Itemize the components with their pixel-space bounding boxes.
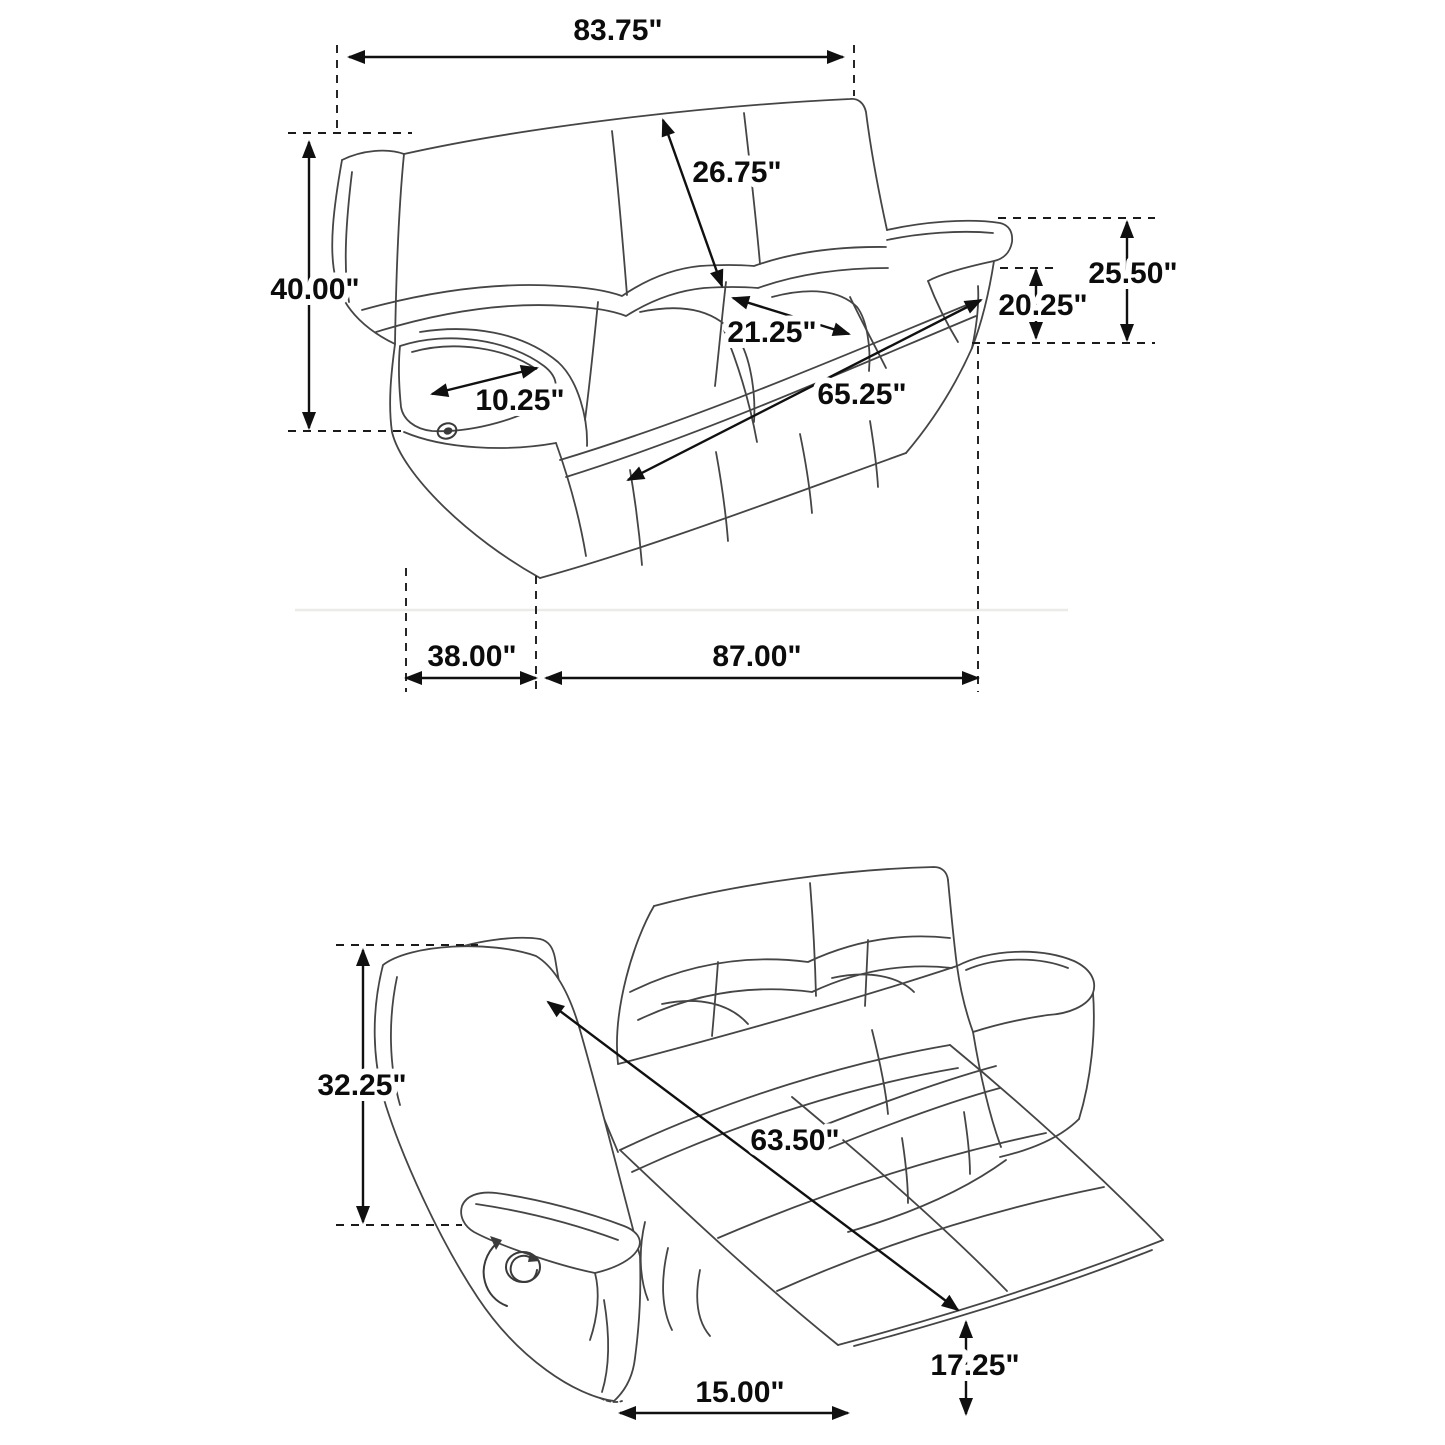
dim-label-base-depth: 38.00" [427,640,517,673]
dim-label-overall-height: 40.00" [270,273,360,306]
dim-label-footrest-extension: 15.00" [695,1376,785,1409]
dim-label-arm-height: 25.50" [1088,257,1178,290]
dim-label-reclined-diagonal: 63.50" [750,1124,840,1157]
dim-label-footrest-height: 17.25" [930,1349,1020,1382]
bottom-diagram [317,867,1163,1414]
dim-label-base-width: 87.00" [712,640,802,673]
sofa-upright-drawing [332,99,1012,578]
dim-label-seat-height: 20.25" [998,289,1088,322]
dim-label-back-diagonal: 26.75" [692,156,782,189]
dim-label-reclined-back-height: 32.25" [317,1069,407,1102]
dim-label-seat-depth: 21.25" [727,316,817,349]
dim-label-armrest-width: 10.25" [475,384,565,417]
dim-label-overall-width: 83.75" [573,14,663,47]
dim-line-back-diagonal [663,120,722,286]
top-diagram [270,14,1177,692]
dim-label-seat-width: 65.25" [817,378,907,411]
